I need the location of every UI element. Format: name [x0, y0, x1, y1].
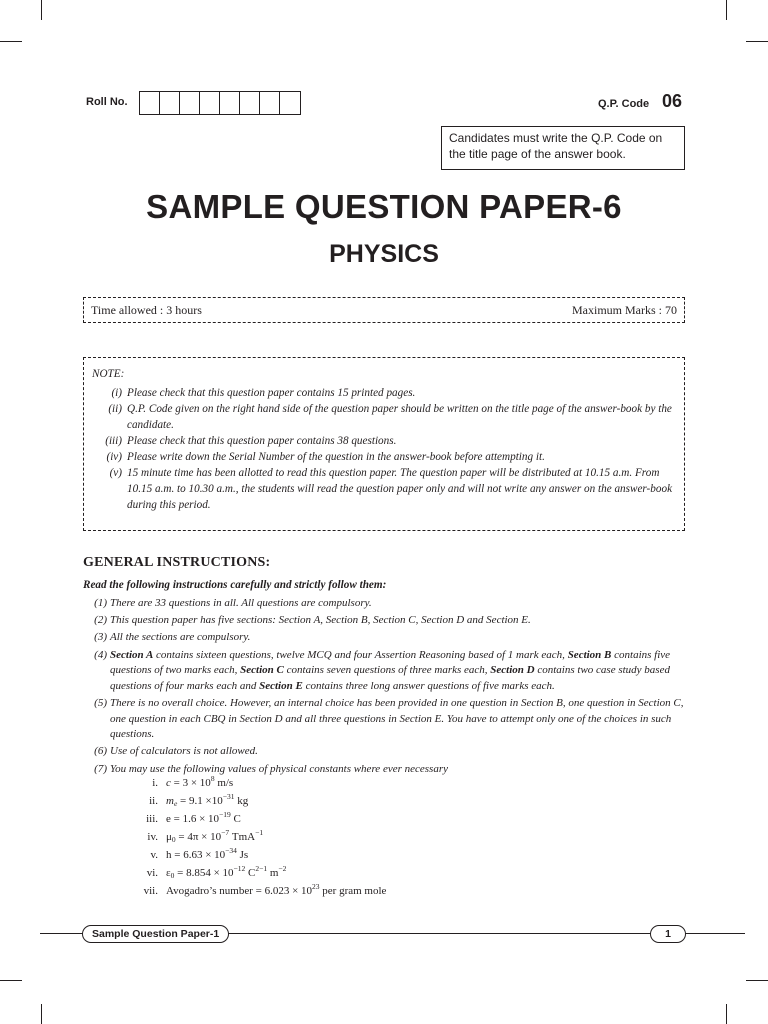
section-name: Section E: [259, 679, 303, 692]
roll-no-box: [240, 92, 260, 114]
roll-no-box: [160, 92, 180, 114]
constant-number: ii.: [149, 795, 158, 807]
note-list: [92, 385, 676, 513]
crop-mark: [41, 1004, 42, 1024]
instruction-text: All the sections are compulsory.: [110, 631, 251, 644]
roll-no-box: [220, 92, 240, 114]
maximum-marks: Maximum Marks : 70: [572, 303, 677, 317]
note-item-number: (iv): [106, 451, 122, 463]
instruction-number: (5): [94, 696, 107, 709]
instruction-text: There are 33 questions in all. All questions are compulsory.: [110, 597, 372, 609]
constant-item: [120, 882, 386, 900]
constant-value: $c = 3 \times 10^8$ m/s: [166, 774, 234, 789]
instruction-number: (4): [94, 648, 107, 661]
time-allowed: Time allowed : 3 hours: [91, 303, 202, 317]
instruction-number: (7): [94, 762, 107, 775]
constant-item: [120, 810, 386, 828]
roll-no-box: [260, 92, 280, 114]
roll-no-box: [280, 92, 300, 114]
note-item: [92, 449, 676, 465]
note-item-text: Please check that this question paper contains 15 printed pages.: [127, 387, 416, 399]
instruction-item: [83, 613, 688, 629]
instruction-text: You may use the following values of physical constants where ever necessary: [110, 762, 448, 775]
note-item: [92, 433, 676, 449]
instruction-item: [83, 596, 688, 612]
constant-number: i.: [152, 777, 158, 789]
crop-mark: [41, 0, 42, 20]
instruction-fragment: contains two case study based questions of four marks each and: [110, 664, 670, 692]
note-item-number: (iii): [105, 435, 122, 447]
constant-item: [120, 828, 386, 846]
instruction-number: (3): [94, 631, 107, 644]
constant-value: $\varepsilon_0 = 8.854 \times 10^{-12}$ $C^{2-1}$ $m^{-2}$: [166, 864, 287, 880]
roll-no-label: Roll No.: [86, 96, 128, 108]
roll-no-box: [140, 92, 160, 114]
instruction-fragment: contains five questions of two marks each,: [110, 648, 671, 677]
instruction-item: [83, 648, 688, 695]
note-item-text: 15 minute time has been allotted to read this question paper. The question paper will be distributed at 10.15 a.m. From 10.15 a.m. to 10.30 a.m., the students will read the question paper only and will not write any answer on the answer-book during this period.: [127, 467, 673, 511]
page-number: 1: [650, 925, 686, 943]
crop-mark: [746, 41, 768, 42]
constant-number: v.: [150, 849, 158, 861]
note-item-text: Please write down the Serial Number of the question in the answer-book before attempting it.: [127, 451, 545, 463]
note-item-text: Please check that this question paper contains 38 questions.: [127, 435, 397, 447]
general-instructions-title: GENERAL INSTRUCTIONS:: [83, 555, 271, 570]
time-marks-box: [83, 297, 685, 323]
instruction-text: This question paper has five sections: Section A, Section B, Section C, Section D and Section E.: [110, 614, 531, 627]
section-name: Section A: [110, 648, 154, 661]
note-item: [92, 465, 676, 513]
instruction-number: (1): [94, 597, 107, 609]
qp-code-value: 06: [662, 91, 683, 111]
instruction-number: (2): [94, 614, 107, 627]
roll-no-box: [180, 92, 200, 114]
instruction-item: [83, 630, 688, 646]
instruction-text: Use of calculators is not allowed.: [110, 745, 258, 758]
crop-mark: [726, 1004, 727, 1024]
note-item-number: (ii): [108, 403, 122, 415]
note-item-number: (i): [111, 387, 122, 399]
constant-value: $h = 6.63 \times 10^{-34}$ Js: [166, 846, 249, 861]
constant-value: $\mu_0 = 4\pi \times 10^{-7}$ TmA$^{-1}$: [166, 828, 264, 844]
crop-mark: [726, 0, 727, 20]
note-box: [83, 357, 685, 531]
qp-code-label: Q.P. Code: [598, 98, 650, 110]
page-title: SAMPLE QUESTION PAPER-6: [146, 188, 622, 225]
general-instructions-list: [83, 596, 688, 779]
note-item: [92, 385, 676, 401]
instruction-fragment: contains seven questions of three marks each,: [283, 664, 491, 677]
constant-number: iv.: [147, 831, 158, 843]
instruction-item: [83, 744, 688, 760]
section-name: Section C: [240, 664, 284, 677]
crop-mark: [746, 980, 768, 981]
note-item-number: (v): [109, 467, 122, 479]
roll-no-boxes: [139, 91, 301, 115]
constants-list: [120, 774, 386, 900]
constant-item: [120, 774, 386, 792]
crop-mark: [0, 41, 22, 42]
qp-code-note: Candidates must write the Q.P. Code on the title page of the answer book.: [441, 126, 685, 170]
crop-mark: [0, 980, 22, 981]
instruction-text: There is no overall choice. However, an internal choice has been provided in one question in Section B, one question in Section C, one question in each CBQ in Section D and all three questions in Section E. You have to attempt only one of the choices in such questions.: [110, 696, 684, 741]
note-item-text: Q.P. Code given on the right hand side of the question paper should be written on the title page of the answer-book by the candidate.: [127, 403, 672, 431]
section-name: Section D: [490, 664, 535, 677]
constant-item: [120, 864, 386, 882]
constant-value: Avogadro’s number = $6.023 \times 10^{23}$ per gram mole: [166, 882, 387, 897]
general-instructions-lead: Read the following instructions carefully and strictly follow them:: [83, 579, 387, 591]
subject-title: PHYSICS: [329, 240, 439, 268]
roll-no-box: [200, 92, 220, 114]
constant-number: iii.: [146, 813, 158, 825]
constant-number: vi.: [146, 867, 158, 879]
constant-item: [120, 846, 386, 864]
note-title: NOTE:: [92, 368, 125, 380]
constant-value: $m_e = 9.1 \times 10^{-31}$ kg: [166, 792, 249, 808]
instruction-number: (6): [94, 745, 107, 758]
footer-paper-label: Sample Question Paper-1: [82, 925, 229, 943]
instruction-text: [110, 648, 688, 695]
note-item: [92, 401, 676, 433]
constant-item: [120, 792, 386, 810]
constant-value: $e = 1.6 \times 10^{-19}$ C: [166, 810, 241, 825]
instruction-fragment: contains three long answer questions of five marks each.: [302, 679, 555, 692]
instruction-fragment: contains sixteen questions, twelve MCQ and four Assertion Reasoning based of 1 mark each,: [153, 648, 568, 661]
section-name: Section B: [567, 648, 612, 661]
constant-number: vii.: [143, 885, 158, 897]
instruction-item: [83, 696, 688, 743]
